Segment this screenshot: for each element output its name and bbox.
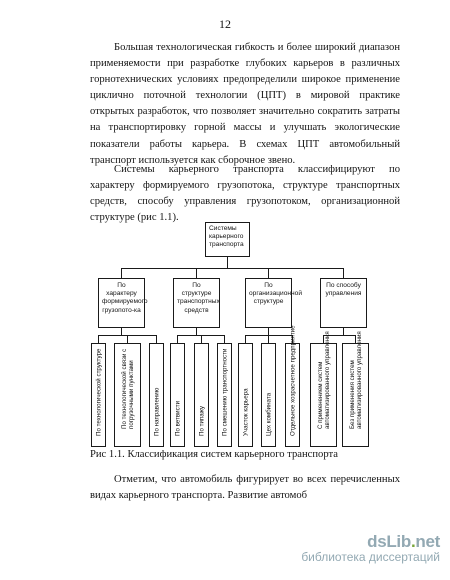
leaf-drop-7 <box>245 335 246 343</box>
category-bus <box>121 268 344 269</box>
leaf-label: По типажу <box>197 405 205 436</box>
leaf-node <box>91 343 106 447</box>
watermark-subtitle: библиотека диссертаций <box>301 550 440 564</box>
leaf-label: Без применения систем автоматизированного управления <box>348 330 363 429</box>
leaf-drop-5 <box>201 335 202 343</box>
leaf-node <box>261 343 276 447</box>
leaf-drop-1 <box>98 335 99 343</box>
cat-connector-1 <box>121 268 122 278</box>
cat-connector-2 <box>196 268 197 278</box>
watermark <box>301 532 440 564</box>
leaf-node <box>114 343 141 447</box>
leaf-label: По технологической структуре <box>94 348 102 436</box>
leaf-label: Отдельное хозрасчетное предприятие <box>288 325 296 436</box>
leaf-node <box>310 330 337 447</box>
leaf-label: По смешению транспортности <box>220 348 228 436</box>
leaf-drop-4 <box>177 335 178 343</box>
paragraph-classification: Системы карьерного транспорта классифицируют по характеру формируемого грузопотока, структуре транспортных средств, способу управления грузопотоком, организационной структуре (рис 1.1). <box>90 164 400 224</box>
cat-down-3 <box>268 328 269 335</box>
watermark-logo: dsLib.net <box>367 532 440 551</box>
leaf-drop-3 <box>156 335 157 343</box>
leaf-label: С применением систем автоматизированного управления <box>316 330 331 429</box>
leaf-node <box>170 343 185 447</box>
paragraph-intro: Большая технологическая гибкость и более широкий диапазон применяемости при разработке глубоких карьеров в различных горнотехнических условиях предопределили широкое применение циклично поточной технологии (ЦПТ) в мировой практике открытых разработок, что позволяет значительно сократить затраты на транспортировку горной массы и улучшать экологические показатели работы карьера. В схемах ЦПТ автомобильный транспорт используется как сборочное звено. <box>90 42 400 166</box>
paragraph-conclusion: Отметим, что автомобиль фигурирует во всех перечисленных видах карьерного транспорта. Развитие автомоб <box>90 474 400 502</box>
figure-caption: Рис 1.1. Классификация систем карьерного транспорта <box>90 449 338 460</box>
leaf-drop-6 <box>224 335 225 343</box>
cat-connector-3 <box>268 268 269 278</box>
leaf-label: Участок карьера <box>241 388 249 436</box>
category-node-control: По способу управления <box>320 278 367 328</box>
category-node-transport-structure: По структуре транспортных средств <box>173 278 220 328</box>
leaf-node <box>238 343 253 447</box>
cat-connector-4 <box>343 268 344 278</box>
leaf-label: По направлению <box>152 387 160 436</box>
leaf-label: Цех комбината <box>264 392 272 436</box>
cat-down-4 <box>343 328 344 335</box>
leaf-node <box>194 343 209 447</box>
leaf-node <box>342 330 369 447</box>
leaf-label: По ветвисти <box>173 400 181 436</box>
leaf-label: По технологической связи с погрузочными пунктами <box>120 348 135 429</box>
leaf-drop-8 <box>268 335 269 343</box>
category-node-organizational: По организационной структуре <box>245 278 292 328</box>
category-node-cargo-flow: По характеру формируемого грузопото-ка <box>98 278 145 328</box>
leaf-node <box>149 343 164 447</box>
leaf-node <box>285 325 300 447</box>
root-node: Системы карьерного транспорта <box>205 222 250 257</box>
leaf-node <box>217 343 232 447</box>
leaf-bus-3 <box>245 335 293 336</box>
root-connector <box>227 257 228 268</box>
page-number: 12 <box>219 17 231 31</box>
cat-down-2 <box>196 328 197 335</box>
